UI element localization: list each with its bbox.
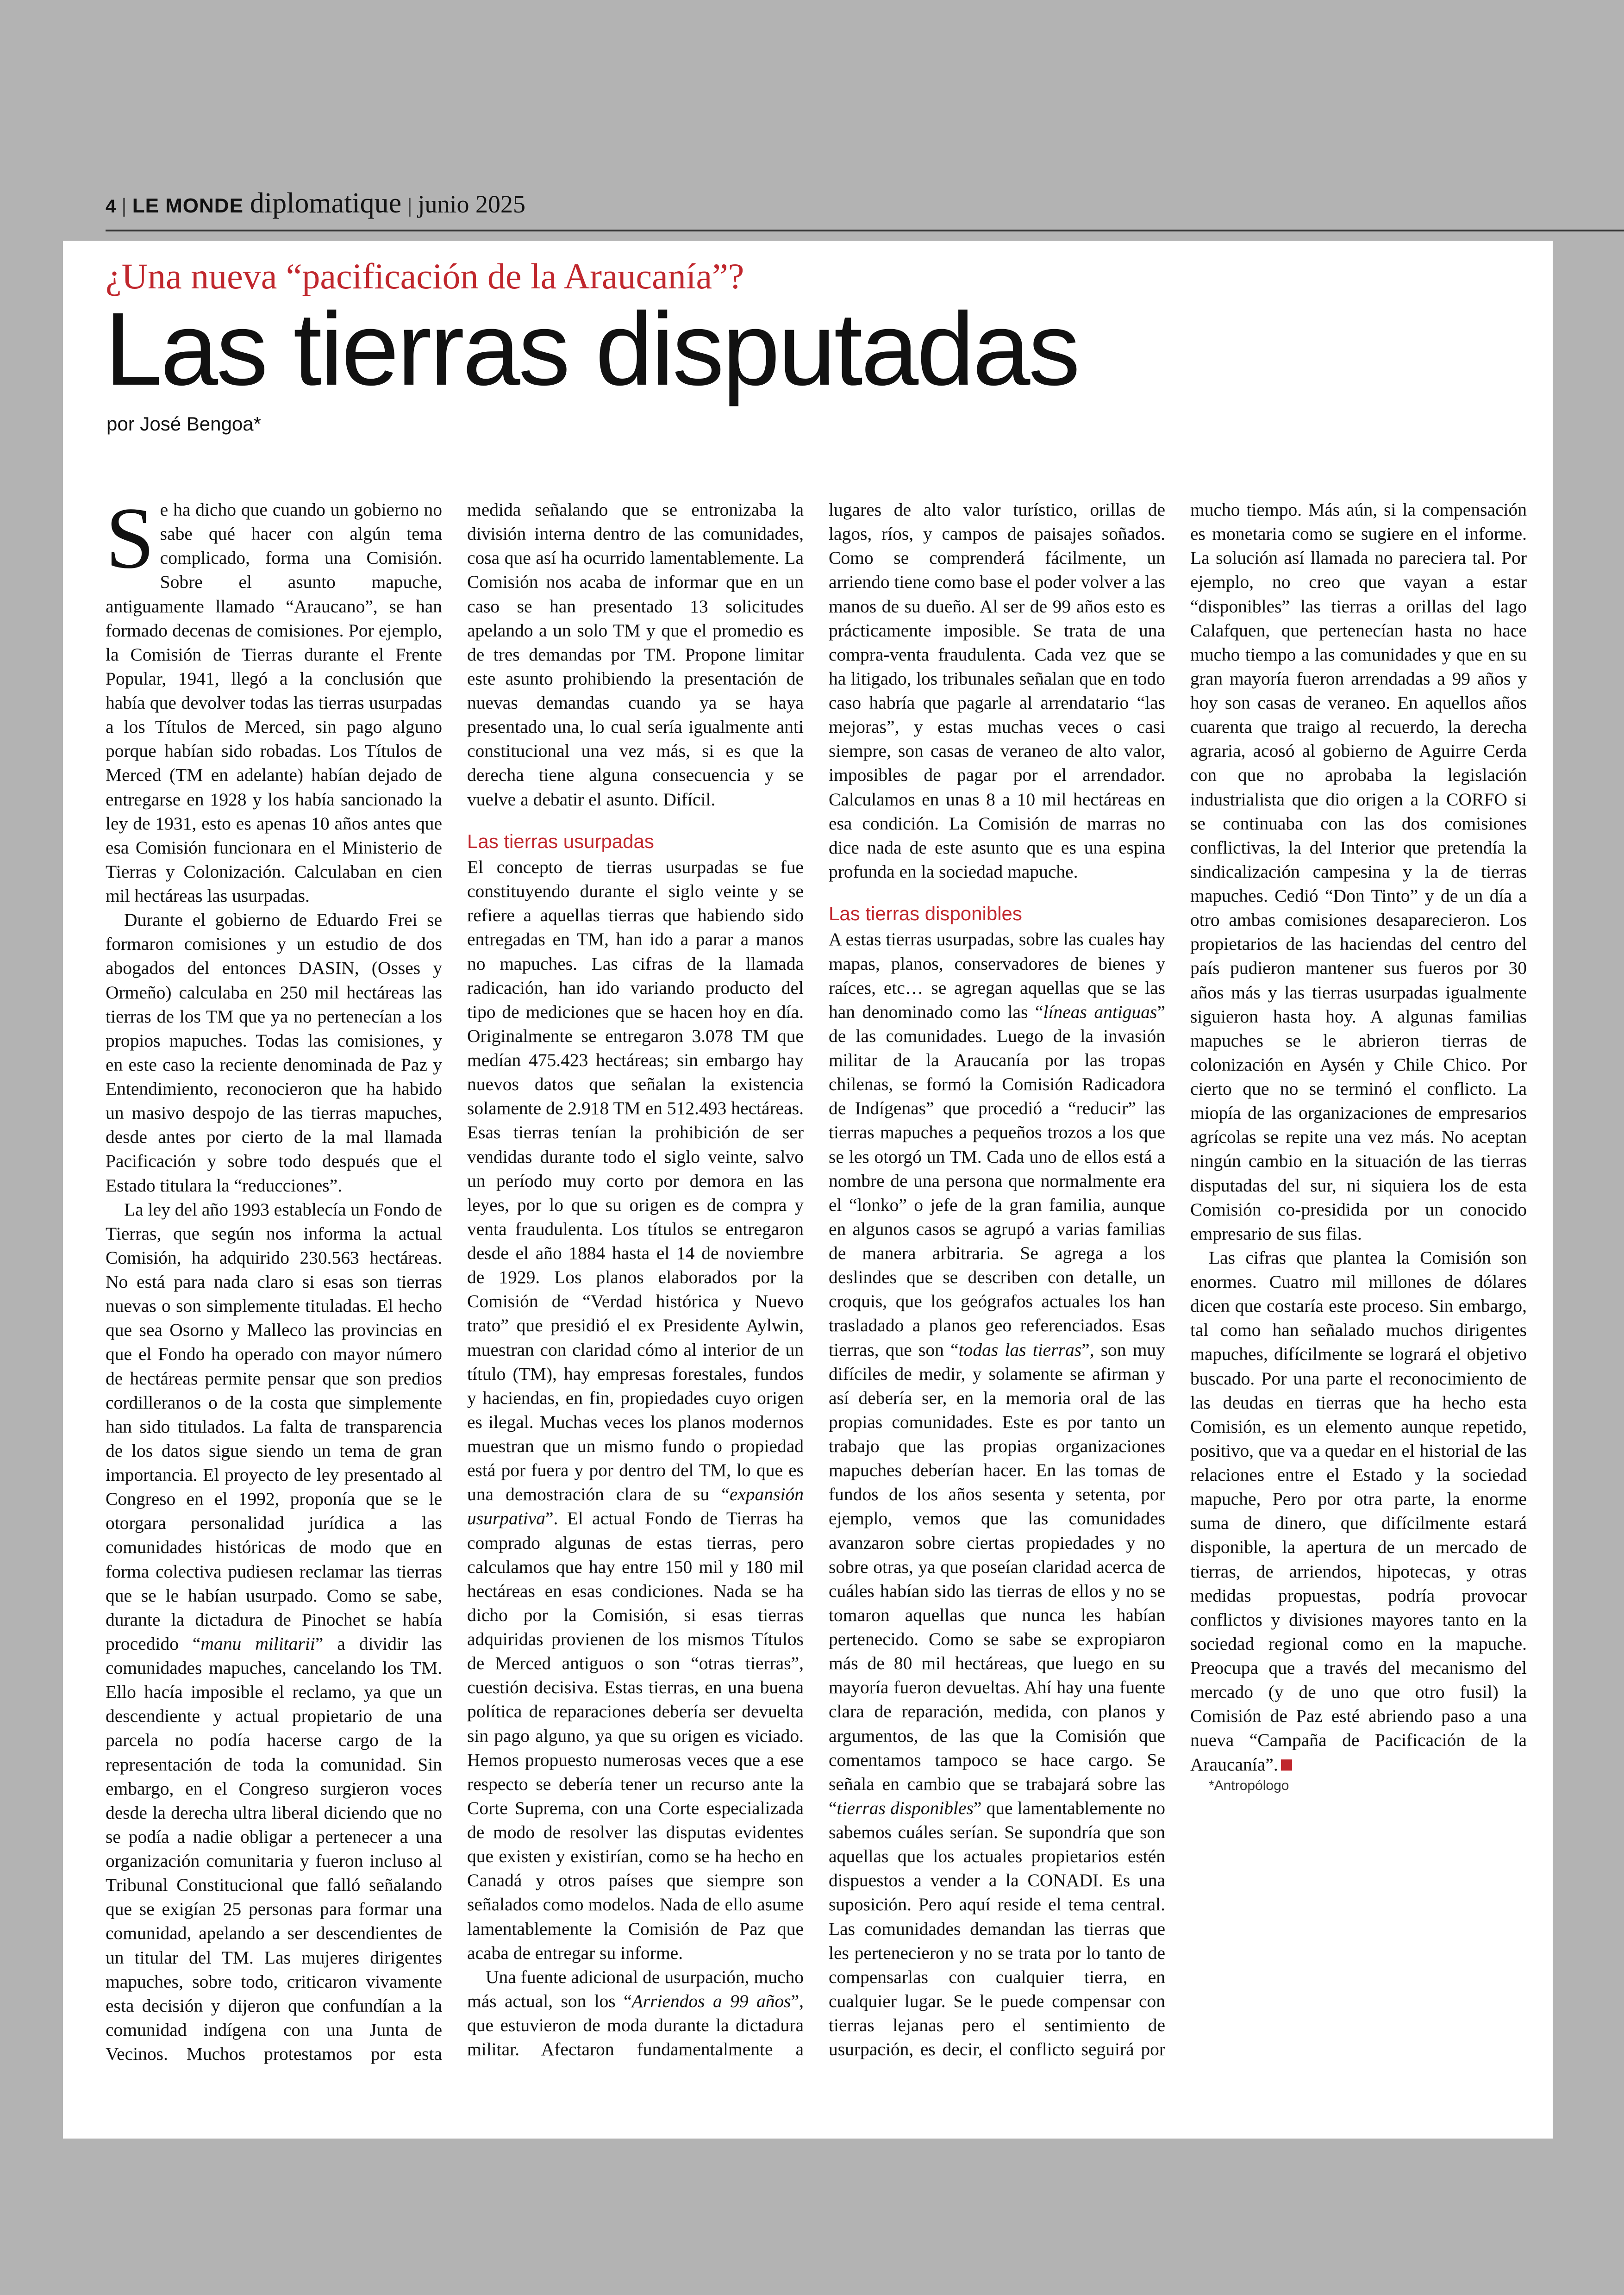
paragraph-4-text-rest: ”. El actual Fondo de Tierras ha comprado algunas de estas tierras, pero calculamos que hay entre 150 mil y 180 mil hectáreas en esas condiciones. Nada se ha dicho por la Comisión, si esas tierras adquiridas provienen de los mismos Títulos de Merced antiguos o son “otras tierras”, cuestión decisiva. Estas tierras, en una buena política de reparaciones debería ser devuelta sin pago alguno, ya que su origen es viciado. Hemos propuesto numerosas veces que a ese respecto se debería tener un recurso ante la Corte Suprema, con una Corte especializada de modo de resolver las disputas evidentes que existen y existirían, como se ha hecho en Canadá y otros países que siempre son señalados como modelos. Nada de ello asume lamentablemente la Comisión de Paz que acaba de entregar su informe. <box>467 1508 804 1963</box>
end-of-article-mark <box>1281 1759 1292 1771</box>
page-header <box>106 187 525 224</box>
paragraph-3-text: La ley del año 1993 establecía un Fondo de Tierras, que según nos informa la actual Comisión, ha adquirido 230.563 hectáreas. No está para nada claro si esas son tierras nuevas o son simplemente tituladas. El hecho que sea Osorno y Malleco las provincias en que el Fondo ha operado con mayor número de hectáreas permite pensar que son predios cordilleranos o de la costa que simplemente han sido titulados. La falta de transparencia de los datos sigue siendo un tema de gran importancia. El proyecto de ley presentado al Congreso en el 1992, proponía que se le otorgara personalidad jurídica a las comunidades históricas de modo que en forma colectiva pudiesen reclamar las tierras que se le habían usurpado. Como se sabe, durante la dictadura de Pinochet se había procedido “ <box>106 1199 442 1654</box>
header-separator: | <box>121 194 127 217</box>
paragraph-3-text-rest: ” a dividir las comunidades mapuches, cancelando los TM. Ello hacía imposible el reclamo, ya que un descendiente y actual propietario de una parcela no podía hacerse cargo de la representación de toda la comunidad. Sin embargo, en el Congreso surgieron voces desde la derecha ultra liberal diciendo que no se podía a nadie obligar a pertenecer a una organización comunitaria y fueron incluso al Tribunal Constitucional que falló señalando que se exigían 25 personas para formar una comunidad, apelando a ser descendientes de un titular del TM. Las mujeres dirigentes mapuches, sobre todo, criticaron vivamente esta decisión y dijeron que confundían a la comunidad indígena con una Junta de Vecinos. Muchos protestamos por esta medida señalando que se entronizaba la división interna dentro de las comunidades, cosa que así ha ocurrido lamentablemente. La Comisión nos acaba de informar que en un caso se han presentado 13 solicitudes apelando a un solo TM y que el promedio es de tres demandas por TM. Propone limitar este asunto prohibiendo la presentación de nuevas demandas cuando ya se haya presentado una, lo cual sería igualmente anti constitucional una vez más, si es que la derecha tiene alguna consecuencia y se vuelve a debatir el asunto. Difícil. <box>106 499 804 2064</box>
paragraph-1 <box>106 490 442 908</box>
header-rule <box>106 230 1624 231</box>
paragraph-4-text: El concepto de tierras usurpadas se fue constituyendo durante el siglo veinte y se refiere a aquellas tierras que habiendo sido entregadas en TM, han ido a parar a manos no mapuches. Las cifras de la llamada radicación, han ido variando producto del tipo de mediciones que se hacen hoy en día. Originalmente se entregaron 3.078 TM que medían 475.423 hectáreas; sin embargo hay nuevos datos que señalan la existencia solamente de 2.918 TM en 512.493 hectáreas. Esas tierras tenían la prohibición de ser vendidas durante todo el siglo veinte, salvo un período muy corto por demora en las leyes, por lo que su origen es de compra y venta fraudulenta. Los títulos se entregaron desde el año 1884 hasta el 14 de noviembre de 1929. Los planos elaborados por la Comisión de “Verdad histórica y Nuevo trato” que presidió el ex Presidente Aylwin, muestran con claridad cómo al interior de un título (TM), hay empresas forestales, fundos y haciendas, en fin, propiedades cuyo origen es ilegal. Muchas veces los planos modernos muestran que un mismo fundo o propiedad está por fuera y por dentro del TM, lo que es una demostración clara de su “ <box>467 857 804 1505</box>
author-footnote: *Antropólogo <box>1209 1777 1289 1793</box>
paragraph-7-text: Las cifras que plantea la Comisión son enormes. Cuatro mil millones de dólares dicen que costaría este proceso. Sin embargo, tal como han señalado muchos dirigentes mapuches, difícilmente se logrará el objetivo buscado. Por una parte el reconocimiento de las deudas en tierras que ha hecho esta Comisión, es un elemento aunque repetido, positivo, que va a quedar en el historial de las relaciones entre el Estado y la sociedad mapuche, Pero por otra parte, la enorme suma de dinero, que difícilmente estará disponible, la apertura de un mercado de tierras, de arriendos, hipotecas, y otras medidas propuestas, podría provocar conflictos y divisiones mayores tanto en la sociedad regional como en la mapuche. Preocupa que a través del mecanismo del mercado (y de uno que otro fusil) la Comisión de Paz esté abriendo paso a una nueva “Campaña de Pacificación de la Araucanía”. <box>1190 1247 1527 1775</box>
paragraph-6-italic-2: todas las tierras <box>958 1339 1082 1360</box>
article-byline: por José Bengoa* <box>106 413 261 435</box>
paragraph-6-text: A estas tierras usurpadas, sobre las cuales hay mapas, planos, conservadores de bienes y raíces, etc… se agregan aquellas que se las han denominado como las “ <box>829 929 1165 1022</box>
article-kicker: ¿Una nueva “pacificación de la Araucanía”? <box>106 256 744 296</box>
publication-name-light: diplomatique <box>250 187 402 219</box>
paragraph-6-text-4: ” que lamentablemente no sabemos cuáles serían. Se supondría que son aquellas que los actuales propietarios estén dispuestos a vender a la CONADI. Es una suposición. Pero aquí reside el tema central. Las comunidades demandan las tierras que les pertenecieron y no se trata por lo tanto de compensarlas con cualquier tierra, en cualquier lugar. Se le puede compensar con tierras lejanas pero el sentimiento de usurpación, es decir, el conflicto seguirá por mucho tiempo. Más aún, si la compensación es monetaria como se sugiere en el informe. La solución así llamada no pareciera tal. Por ejemplo, no creo que vayan a estar “disponibles” las tierras a orillas del lago Calafquen, que pertenecían hasta no hace mucho tiempo a las comunidades y que en su gran mayoría fueron arrendadas a 99 años y hoy son casas de veraneo. En aquellos años cuarenta que traigo al recuerdo, la derecha agraria, acosó al gobierno de Aguirre Cerda con que no aprobaba la legislación industrialista que dio origen a la CORFO si se continuaba con las dos comisiones conflictivas, la del Interior que pretendía la sindicalización campesina y la de tierras mapuches. Cedió “Don Tinto” y de un día a otro ambas comisiones desaparecieron. Los propietarios de las haciendas del centro del país pudieron mantener sus fueros por 30 años más y las tierras usurpadas igualmente siguieron hasta hoy. A algunas familias mapuches se le abrieron tierras de colonización en Aysén y Chile Chico. Por cierto que no se terminó el conflicto. La miopía de las organizaciones de empresarios agrícolas se repite una vez más. No aceptan ningún cambio en la situación de las tierras disputadas del sur, ni siquiera los de esta Comisión co-presidida por un conocido empresario de sus filas. <box>829 499 1527 2060</box>
issue-date: junio 2025 <box>418 190 526 218</box>
paragraph-1-text: e ha dicho que cuando un gobierno no sabe qué hacer con algún tema complicado, forma una Comisión. Sobre el asunto mapuche, antiguamente llamado “Araucano”, se han formado decenas de comisiones. Por ejemplo, la Comisión de Tierras durante el Frente Popular, 1941, llegó a la conclusión que había que devolver todas las tierras usurpadas a los Títulos de Merced, sin pago alguno porque habían sido robadas. Los Títulos de Merced (TM en adelante) habían dejado de entregarse en 1928 y los había sancionado la ley de 1931, esto es apenas 10 años antes que esa Comisión funcionara en el Ministerio de Tierras y Colonización. Calculaban en cien mil hectáreas las usurpadas. <box>106 499 442 906</box>
paragraph-3-italic: manu militarii <box>200 1633 315 1654</box>
subhead-tierras-usurpadas: Las tierras usurpadas <box>467 830 654 852</box>
article-sheet <box>63 241 1553 2139</box>
paragraph-6-italic-3: tierras disponibles <box>837 1797 974 1818</box>
publication-name-bold: LE MONDE <box>132 194 244 217</box>
paragraph-2: Durante el gobierno de Eduardo Frei se formaron comisiones y un estudio de dos abogados del entonces DASIN, (Osses y Ormeño) calculaba en 250 mil hectáreas las tierras de los TM que ya no pertenecían a los propios mapuches. Todas las comisiones, y en este caso la reciente denominada de Paz y Entendimiento, reconocieron que ha habido un masivo despojo de las tierras mapuches, desde antes por cierto de la mal llamada Pacificación y sobre todo después que el Estado titulara la “reducciones”. <box>106 910 442 1196</box>
paragraph-5-text-rest: ”, que estuvieron de moda durante la dictadura militar. Afectaron fundamentalmente a lugares de alto valor turístico, orillas de lagos, ríos, y campos de paisajes soñados. Como se comprenderá fácilmente, un arriendo tiene como base el poder volver a las manos de su dueño. Al ser de 99 años esto es prácticamente imposible. Se trata de una compra-venta fraudulenta. Cada vez que se ha litigado, los tribunales señalan que en todo caso habría que pagarle al arrendatario “las mejoras”, y estas muchas veces o casi siempre, son casas de veraneo de alto valor, imposibles de pagar por el arrendador. Calculamos en unas 8 a 10 mil hectáreas en esa condición. La Comisión de marras no dice nada de este asunto que es una espina profunda en la sociedad mapuche. <box>467 499 1165 2060</box>
paragraph-5-text: Una fuente adicional de usurpación, mucho más actual, son los “ <box>467 1966 804 2011</box>
drop-cap: S <box>106 490 155 587</box>
article-body <box>106 490 1527 2081</box>
article-title: Las tierras disputadas <box>105 291 1079 407</box>
paragraph-4 <box>467 855 804 1965</box>
paragraph-5-italic: Arriendos a 99 años <box>631 1990 791 2011</box>
paragraph-6-text-2: ” de las comunidades. Luego de la invasión militar de la Araucanía por las tropas chilenas, se formó la Comisión Radicadora de Indígenas” que procedió a “reducir” las tierras mapuches a pequeños trozos a los que se les otorgó un TM. Cada uno de ellos está a nombre de una persona que normalmente era el “lonko” o jefe de la gran familia, aunque en algunos casos se agrupó a varias familias de manera arbitraria. Se agrega a los deslindes que se describen con detalle, un croquis, que los geógrafos actuales los han trasladado a planos geo referenciados. Esas tierras, que son “ <box>829 1001 1165 1360</box>
header-separator-2: | <box>407 194 412 217</box>
paragraph-6-italic: líneas antiguas <box>1043 1001 1157 1022</box>
paragraph-4-italic: expansión usurpativa <box>467 1484 804 1529</box>
page-number: 4 <box>106 196 116 217</box>
paragraph-7 <box>1190 1246 1527 1777</box>
subhead-tierras-disponibles: Las tierras disponibles <box>829 903 1022 924</box>
paragraph-6-text-3: ”, son muy difíciles de medir, y solamente se afirman y así debería ser, en la memoria oral de las propias comunidades. Este es por tanto un trabajo que las propias organizaciones mapuches deberían hacer. En las tomas de fundos de los años sesenta y setenta, por ejemplo, vemos que las comunidades avanzaron sobre ciertas propiedades y no sobre otras, ya que poseían claridad acerca de cuáles habían sido las tierras de ellos y no se tomaron aquellas que nunca les habían pertenecido. Como se sabe se expropiaron más de 80 mil hectáreas, que luego en su mayoría fueron devueltas. Ahí hay una fuente clara de reparación, medida, con planos y argumentos, de las que la Comisión que comentamos tampoco se hace cargo. Se señala en cambio que se trabajará sobre las “ <box>829 1339 1165 1818</box>
